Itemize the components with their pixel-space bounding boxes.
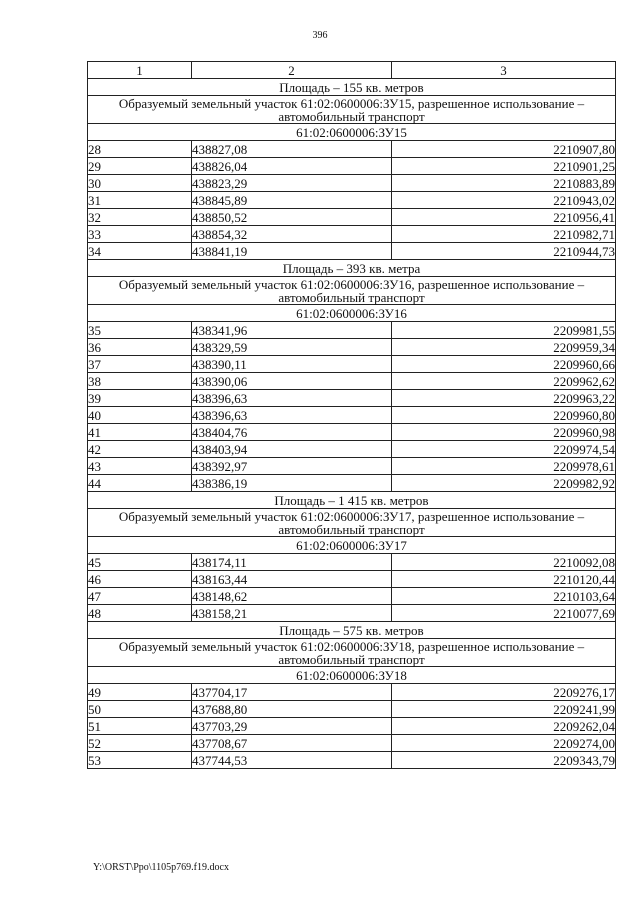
y-coordinate: 2209241,99 bbox=[392, 701, 616, 718]
y-coordinate: 2209960,66 bbox=[392, 356, 616, 373]
y-coordinate: 2210092,08 bbox=[392, 554, 616, 571]
x-coordinate: 437704,17 bbox=[192, 684, 392, 701]
table-row bbox=[88, 441, 616, 458]
parcel-description: Образуемый земельный участок 61:02:0600006:ЗУ18, разрешенное использование – автомобильный транспорт bbox=[88, 639, 616, 667]
area-heading: Площадь – 1 415 кв. метров bbox=[88, 492, 616, 509]
point-number: 36 bbox=[88, 339, 192, 356]
x-coordinate: 438329,59 bbox=[192, 339, 392, 356]
point-number: 30 bbox=[88, 175, 192, 192]
point-number: 35 bbox=[88, 322, 192, 339]
table-row bbox=[88, 684, 616, 701]
y-coordinate: 2210883,89 bbox=[392, 175, 616, 192]
point-number: 45 bbox=[88, 554, 192, 571]
table-row bbox=[88, 390, 616, 407]
file-path-footer: Y:\ORST\Ppo\1105p769.f19.docx bbox=[93, 862, 229, 873]
x-coordinate: 438390,06 bbox=[192, 373, 392, 390]
x-coordinate: 438823,29 bbox=[192, 175, 392, 192]
x-coordinate: 438396,63 bbox=[192, 407, 392, 424]
parcel-code: 61:02:0600006:ЗУ15 bbox=[88, 124, 616, 141]
point-number: 42 bbox=[88, 441, 192, 458]
x-coordinate: 438841,19 bbox=[192, 243, 392, 260]
y-coordinate: 2209974,54 bbox=[392, 441, 616, 458]
table-row bbox=[88, 554, 616, 571]
table-body bbox=[88, 79, 616, 769]
x-coordinate: 438341,96 bbox=[192, 322, 392, 339]
x-coordinate: 438148,62 bbox=[192, 588, 392, 605]
column-header-2: 2 bbox=[192, 62, 392, 79]
table-row bbox=[88, 735, 616, 752]
x-coordinate: 438403,94 bbox=[192, 441, 392, 458]
parcel-code: 61:02:0600006:ЗУ18 bbox=[88, 667, 616, 684]
table-row bbox=[88, 701, 616, 718]
point-number: 43 bbox=[88, 458, 192, 475]
point-number: 44 bbox=[88, 475, 192, 492]
parcel-code: 61:02:0600006:ЗУ16 bbox=[88, 305, 616, 322]
parcel-description-row bbox=[88, 639, 616, 667]
y-coordinate: 2209963,22 bbox=[392, 390, 616, 407]
point-number: 53 bbox=[88, 752, 192, 769]
area-heading-row bbox=[88, 79, 616, 96]
y-coordinate: 2209274,00 bbox=[392, 735, 616, 752]
x-coordinate: 438854,32 bbox=[192, 226, 392, 243]
table-row bbox=[88, 356, 616, 373]
y-coordinate: 2209981,55 bbox=[392, 322, 616, 339]
x-coordinate: 438827,08 bbox=[192, 141, 392, 158]
point-number: 47 bbox=[88, 588, 192, 605]
table-row bbox=[88, 158, 616, 175]
area-heading: Площадь – 575 кв. метров bbox=[88, 622, 616, 639]
x-coordinate: 438850,52 bbox=[192, 209, 392, 226]
point-number: 46 bbox=[88, 571, 192, 588]
y-coordinate: 2210944,73 bbox=[392, 243, 616, 260]
area-heading: Площадь – 155 кв. метров bbox=[88, 79, 616, 96]
parcel-description: Образуемый земельный участок 61:02:0600006:ЗУ17, разрешенное использование – автомобильный транспорт bbox=[88, 509, 616, 537]
table-row bbox=[88, 209, 616, 226]
x-coordinate: 438390,11 bbox=[192, 356, 392, 373]
table-row bbox=[88, 141, 616, 158]
table-row bbox=[88, 192, 616, 209]
table-row bbox=[88, 175, 616, 192]
y-coordinate: 2209962,62 bbox=[392, 373, 616, 390]
point-number: 32 bbox=[88, 209, 192, 226]
parcel-description-row bbox=[88, 277, 616, 305]
y-coordinate: 2210982,71 bbox=[392, 226, 616, 243]
point-number: 51 bbox=[88, 718, 192, 735]
y-coordinate: 2209276,17 bbox=[392, 684, 616, 701]
parcel-code: 61:02:0600006:ЗУ17 bbox=[88, 537, 616, 554]
y-coordinate: 2210901,25 bbox=[392, 158, 616, 175]
parcel-description-row bbox=[88, 96, 616, 124]
table-row bbox=[88, 588, 616, 605]
x-coordinate: 438404,76 bbox=[192, 424, 392, 441]
x-coordinate: 438396,63 bbox=[192, 390, 392, 407]
table-row bbox=[88, 373, 616, 390]
point-number: 39 bbox=[88, 390, 192, 407]
table-row bbox=[88, 407, 616, 424]
x-coordinate: 438174,11 bbox=[192, 554, 392, 571]
parcel-code-row bbox=[88, 305, 616, 322]
y-coordinate: 2209262,04 bbox=[392, 718, 616, 735]
table-row bbox=[88, 243, 616, 260]
point-number: 31 bbox=[88, 192, 192, 209]
x-coordinate: 437744,53 bbox=[192, 752, 392, 769]
point-number: 40 bbox=[88, 407, 192, 424]
point-number: 49 bbox=[88, 684, 192, 701]
area-heading: Площадь – 393 кв. метра bbox=[88, 260, 616, 277]
table-row bbox=[88, 339, 616, 356]
y-coordinate: 2210956,41 bbox=[392, 209, 616, 226]
table-row bbox=[88, 752, 616, 769]
area-heading-row bbox=[88, 622, 616, 639]
table-row bbox=[88, 571, 616, 588]
x-coordinate: 438826,04 bbox=[192, 158, 392, 175]
table-header-row bbox=[88, 62, 616, 79]
y-coordinate: 2210943,02 bbox=[392, 192, 616, 209]
y-coordinate: 2209982,92 bbox=[392, 475, 616, 492]
point-number: 37 bbox=[88, 356, 192, 373]
x-coordinate: 437703,29 bbox=[192, 718, 392, 735]
point-number: 34 bbox=[88, 243, 192, 260]
point-number: 50 bbox=[88, 701, 192, 718]
parcel-description: Образуемый земельный участок 61:02:0600006:ЗУ15, разрешенное использование – автомобильный транспорт bbox=[88, 96, 616, 124]
table-row bbox=[88, 475, 616, 492]
y-coordinate: 2209960,98 bbox=[392, 424, 616, 441]
parcel-code-row bbox=[88, 667, 616, 684]
page-number: 396 bbox=[312, 30, 328, 41]
x-coordinate: 438158,21 bbox=[192, 605, 392, 622]
point-number: 28 bbox=[88, 141, 192, 158]
parcel-code-row bbox=[88, 124, 616, 141]
coordinates-table bbox=[87, 61, 616, 769]
area-heading-row bbox=[88, 260, 616, 277]
column-header-3: 3 bbox=[392, 62, 616, 79]
y-coordinate: 2210103,64 bbox=[392, 588, 616, 605]
point-number: 48 bbox=[88, 605, 192, 622]
table-row bbox=[88, 424, 616, 441]
table-row bbox=[88, 605, 616, 622]
x-coordinate: 437688,80 bbox=[192, 701, 392, 718]
parcel-description: Образуемый земельный участок 61:02:0600006:ЗУ16, разрешенное использование – автомобильный транспорт bbox=[88, 277, 616, 305]
y-coordinate: 2209959,34 bbox=[392, 339, 616, 356]
y-coordinate: 2210907,80 bbox=[392, 141, 616, 158]
table-row bbox=[88, 718, 616, 735]
column-header-1: 1 bbox=[88, 62, 192, 79]
table-row bbox=[88, 322, 616, 339]
point-number: 38 bbox=[88, 373, 192, 390]
table-row bbox=[88, 458, 616, 475]
area-heading-row bbox=[88, 492, 616, 509]
parcel-code-row bbox=[88, 537, 616, 554]
point-number: 29 bbox=[88, 158, 192, 175]
x-coordinate: 438386,19 bbox=[192, 475, 392, 492]
x-coordinate: 438845,89 bbox=[192, 192, 392, 209]
x-coordinate: 437708,67 bbox=[192, 735, 392, 752]
y-coordinate: 2209978,61 bbox=[392, 458, 616, 475]
point-number: 52 bbox=[88, 735, 192, 752]
table-row bbox=[88, 226, 616, 243]
y-coordinate: 2210077,69 bbox=[392, 605, 616, 622]
point-number: 33 bbox=[88, 226, 192, 243]
x-coordinate: 438392,97 bbox=[192, 458, 392, 475]
parcel-description-row bbox=[88, 509, 616, 537]
y-coordinate: 2209960,80 bbox=[392, 407, 616, 424]
y-coordinate: 2209343,79 bbox=[392, 752, 616, 769]
x-coordinate: 438163,44 bbox=[192, 571, 392, 588]
point-number: 41 bbox=[88, 424, 192, 441]
y-coordinate: 2210120,44 bbox=[392, 571, 616, 588]
